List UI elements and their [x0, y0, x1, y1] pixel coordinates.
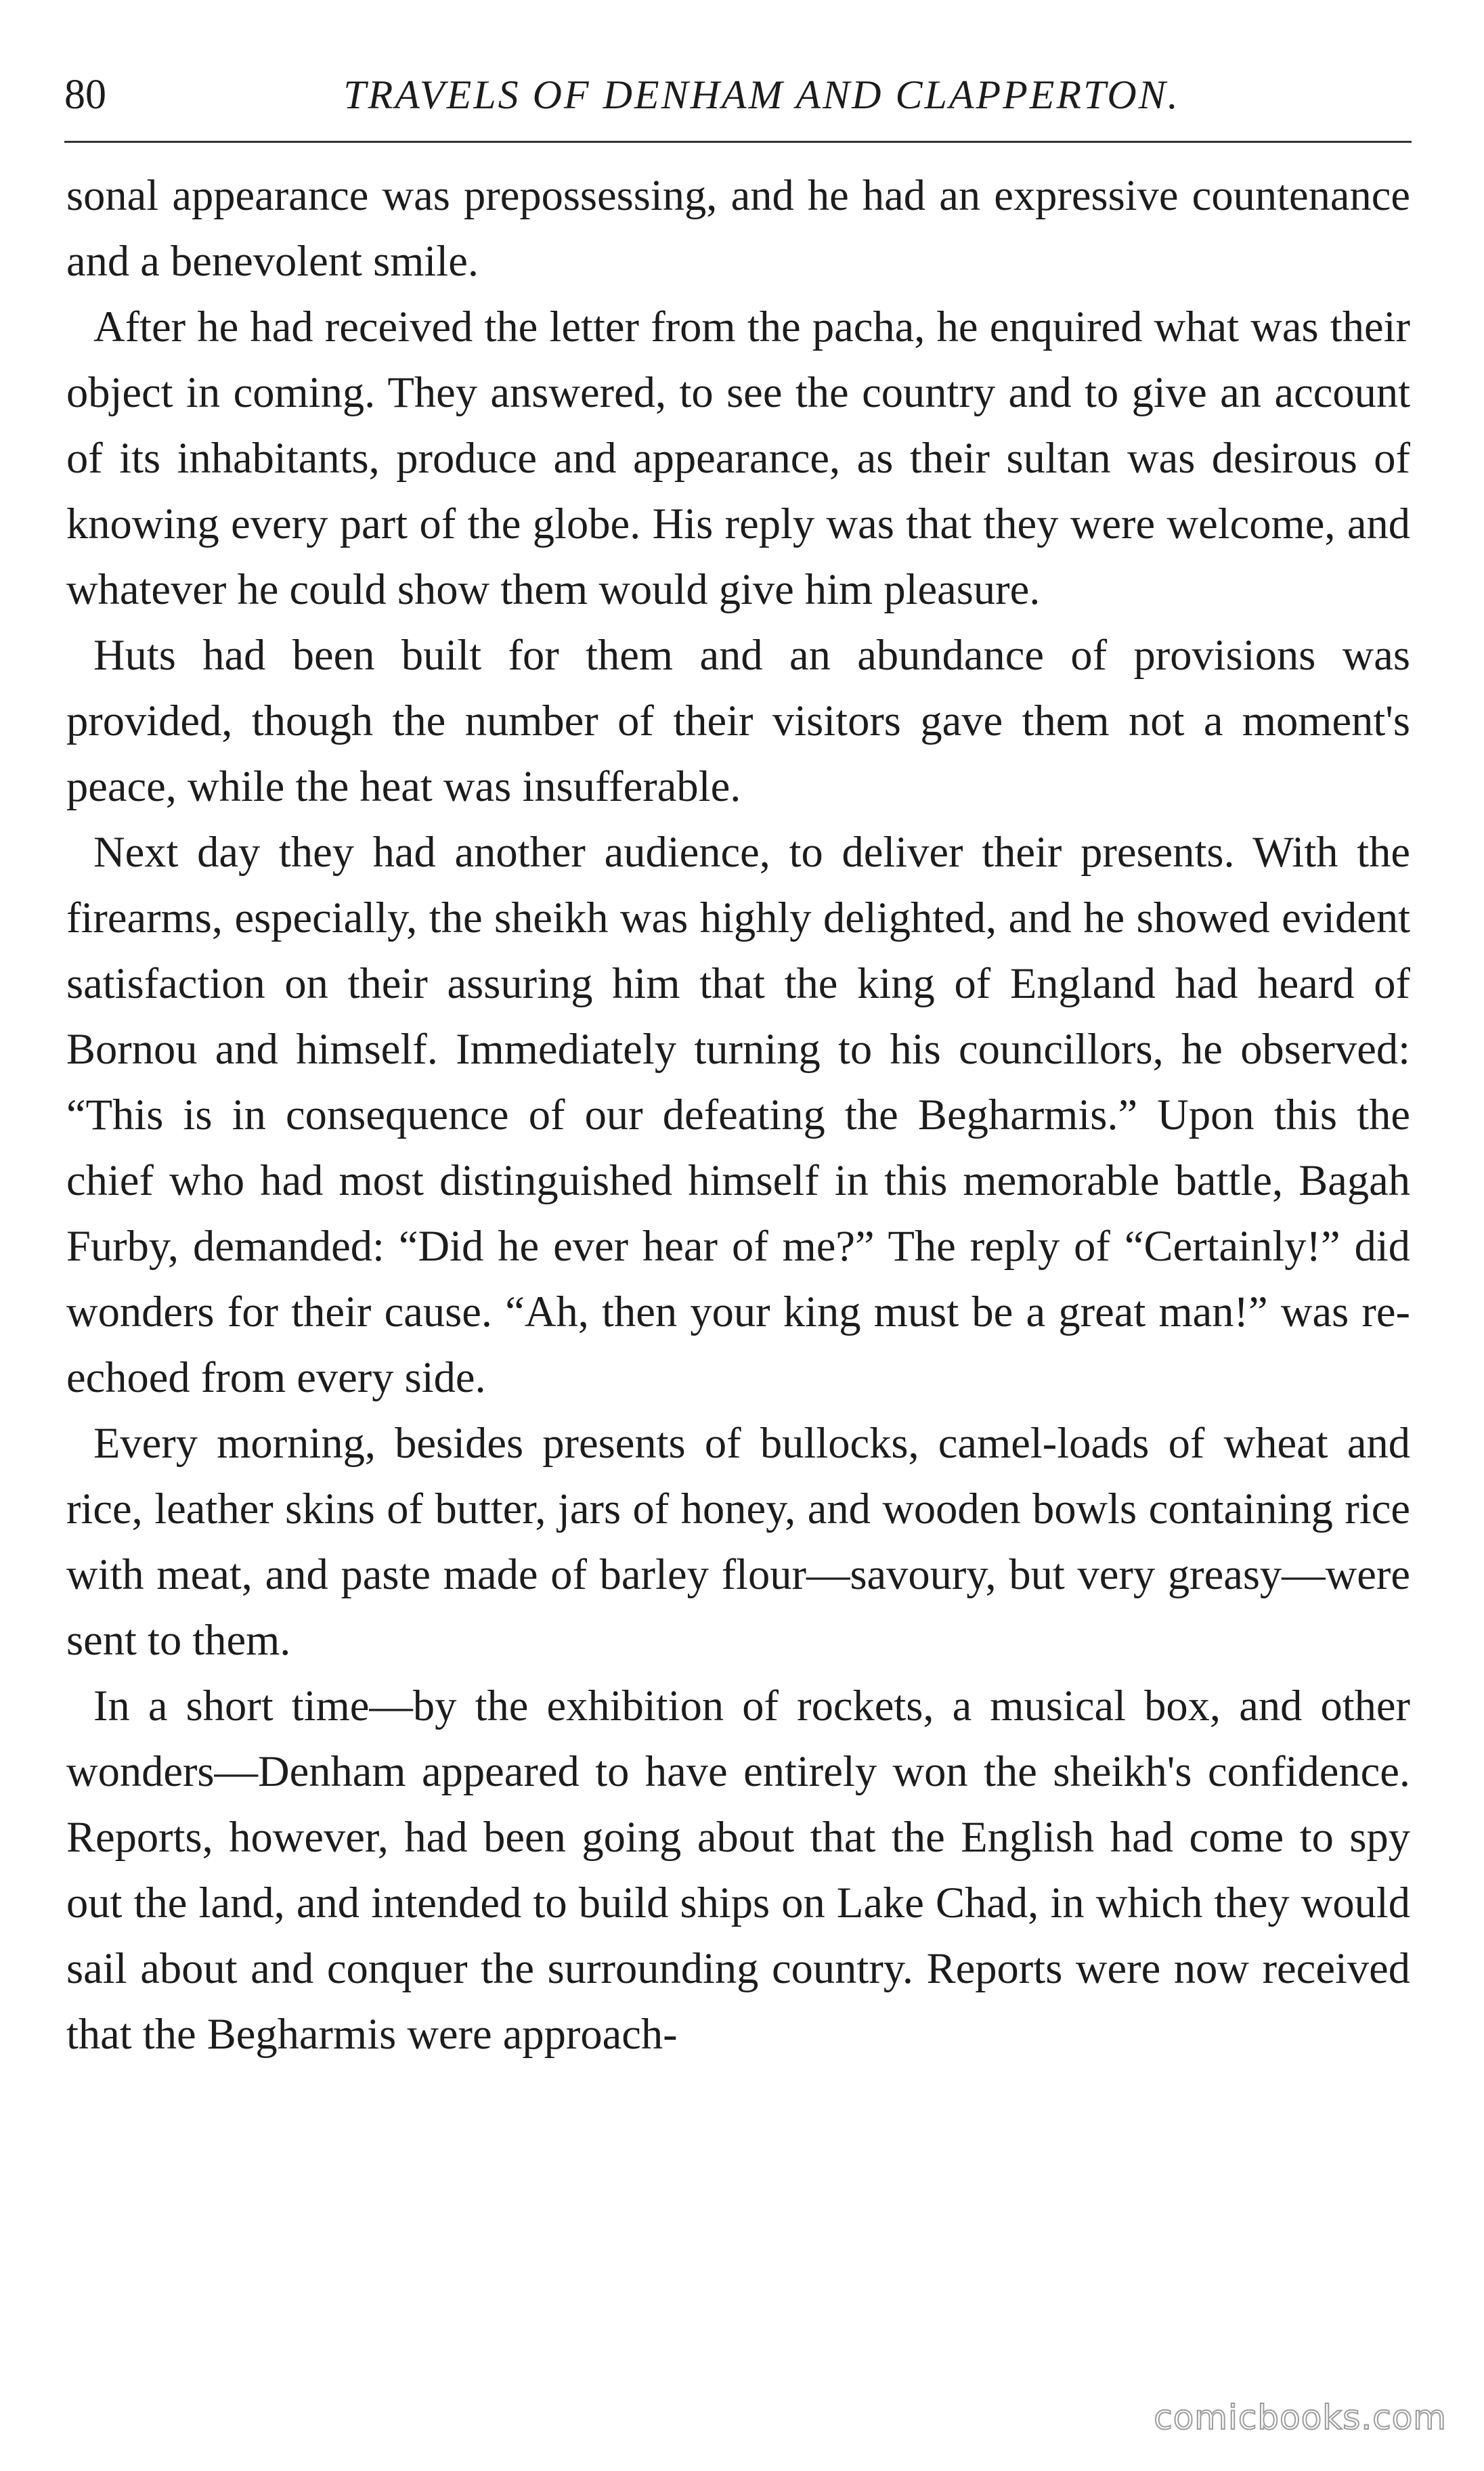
paragraph-second-audience: Next day they had another audience, to deliver their presents. With the firearms, especially, the sheikh was highly delighted, and he showed evident satisfaction on their assuring him that the king of England had heard of Bornou and himself. Immediately turning to his councillors, he observed: “This is in consequence of our defeating the Begharmis.” Upon this the chief who had most distinguished himself in this memorable battle, Bagah Furby, demanded: “Did he ever hear of me?” The reply of “Certainly!” did wonders for their cause. “Ah, then your king must be a great man!” was re-echoed from every side.	[66, 828, 1410, 1401]
page-number: 80	[64, 71, 106, 118]
running-title: TRAVELS OF DENHAM AND CLAPPERTON.	[343, 72, 1180, 117]
paragraph-continued: sonal appearance was prepossessing, and he had an expressive countenance and a benevolent smile.	[66, 171, 1410, 285]
header-rule	[64, 141, 1412, 143]
paragraph-huts-built: Huts had been built for them and an abundance of provisions was provided, though the number of their visitors gave them not a moment's peace, while the heat was insufferable.	[66, 631, 1410, 810]
paragraph-short-time: In a short time—by the exhibition of rockets, a musical box, and other wonders—Denham appeared to have entirely won the sheikh's confidence. Reports, however, had been going about that the English had come to spy out the land, and intended to build ships on Lake Chad, in which they would sail about and conquer the surrounding country. Reports were now received that the Begharmis were approach-	[66, 1682, 1410, 2058]
body-text	[66, 162, 1410, 2067]
site-watermark: comicbooks.com	[1154, 2398, 1447, 2437]
running-head	[64, 58, 1405, 132]
paragraph-letter-from-pacha: After he had received the letter from the pacha, he enquired what was their object in coming. They answered, to see the country and to give an account of its inhabitants, produce and appearance, as their sultan was desirous of knowing every part of the globe. His reply was that they were welcome, and whatever he could show them would give him pleasure.	[66, 303, 1410, 613]
paragraph-every-morning: Every morning, besides presents of bullocks, camel-loads of wheat and rice, leather skins of butter, jars of honey, and wooden bowls containing rice with meat, and paste made of barley flour—savoury, but very greasy—were sent to them.	[66, 1419, 1410, 1664]
